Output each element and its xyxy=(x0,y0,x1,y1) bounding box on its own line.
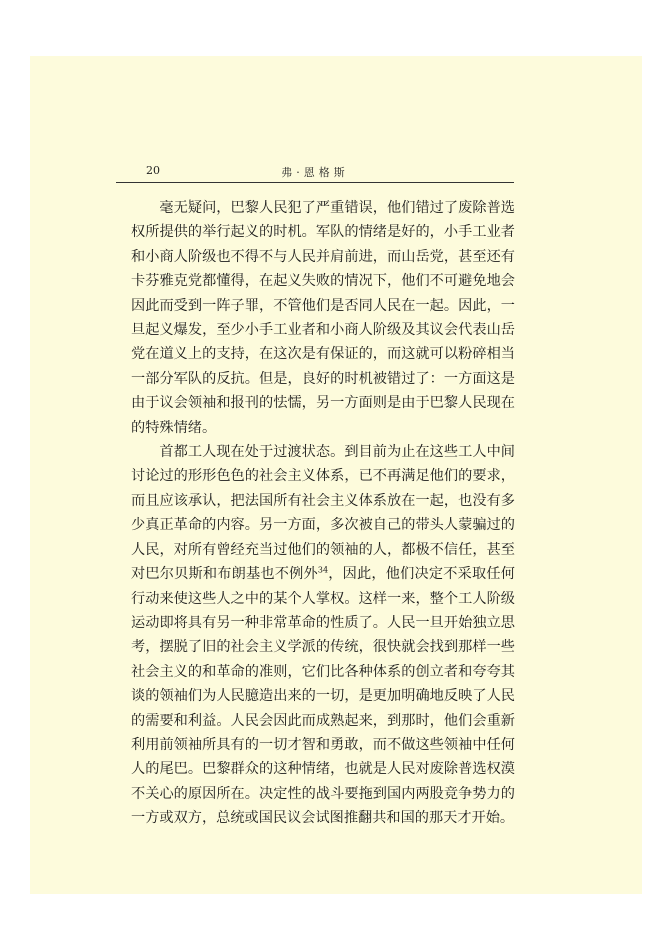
footnote-reference[interactable]: 34 xyxy=(317,565,329,575)
page-number: 20 xyxy=(146,164,160,177)
paragraph-2-part-2: ，因此，他们决定不采取任何行动来使这些人之中的某个人掌权。这样一来，整个工人阶级运动即将具有另一种非常革命的性质了。人民一旦开始独立思考，摆脱了旧的社会主义学派的传统，很快就会找到那样一些社会主义的和革命的准则，它们比各种体系的创立者和夸夸其谈的领袖们为人民臆造出来的一切，是更加明确地反映了人民的需要和利益。人民会因此而成熟起来，到那时，他们会重新利用前领袖所具有的一切才智和勇敢，而不做这些领袖中任何人的尾巴。巴黎群众的这种情绪，也就是人民对废除普选权漠不关心的原因所在。决定性的战斗要拖到国内两股竞争势力的一方或双方，总统或国民议会试图推翻共和国的那天才开始。 xyxy=(131,566,515,827)
paragraph-1: 毫无疑问，巴黎人民犯了严重错误，他们错过了废除普选权所提供的举行起义的时机。军队的情绪是好的，小手工业者和小商人阶级也不得不与人民并肩前进，而山岳党，甚至还有卡芬雅克党都懂得，在起义失败的情况下，他们不可避免地会因此而受到一阵子罪，不管他们是否同人民在一起。因此，一旦起义爆发，至少小手工业者和小商人阶级及其议会代表山岳党在道义上的支持，在这次是有保证的，而这就可以粉碎相当一部分军队的反抗。但是，良好的时机被错过了：一方面这是由于议会领袖和报刊的怯懦，另一方面则是由于巴黎人民现在的特殊情绪。 xyxy=(131,200,515,436)
running-title: 弗·恩格斯 xyxy=(281,166,349,179)
page-header xyxy=(116,162,514,183)
body-text xyxy=(131,196,515,831)
paragraph-2-part-1: 首都工人现在处于过渡状态。到目前为止在这些工人中间讨论过的形形色色的社会主义体系，已不再满足他们的要求，而且应该承认，把法国所有社会主义体系放在一起，也没有多少真正革命的内容。另一方面，多次被自己的带头人蒙骗过的人民，对所有曾经充当过他们的领袖的人，都极不信任，甚至对巴尔贝斯和布朗基也不例外 xyxy=(131,444,515,583)
paragraph-2 xyxy=(131,440,515,831)
